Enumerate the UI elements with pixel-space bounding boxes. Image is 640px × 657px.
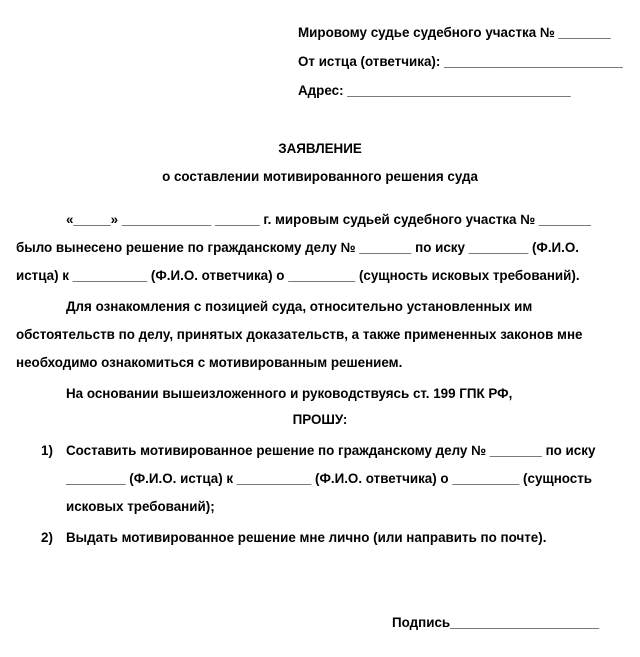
request-2-number: 2) (41, 530, 53, 545)
judge-line: Мировому судье судебного участка № _______ (298, 25, 611, 40)
request-heading: ПРОШУ: (292, 412, 348, 427)
paragraph-1-line-2: было вынесено решение по гражданскому делу № _______ по иску ________ (Ф.И.О. (16, 240, 580, 255)
paragraph-1-line-1: «_____» ____________ ______ г. мировым судьей судебного участка № _______ (66, 212, 591, 227)
plaintiff-line: От истца (ответчика): ________________________ (298, 54, 623, 69)
document-subtitle: о составлении мотивированного решения суда (162, 169, 478, 184)
request-1-line-2: ________ (Ф.И.О. истца) к __________ (Ф.И.О. ответчика) о _________ (сущность (66, 471, 593, 486)
paragraph-2-line-1: Для ознакомления с позицией суда, относительно установленных им (66, 299, 533, 314)
paragraph-1-line-3: истца) к __________ (Ф.И.О. ответчика) о _________ (сущность исковых требований). (16, 268, 580, 283)
request-2-line-1: Выдать мотивированное решение мне лично (или направить по почте). (66, 530, 547, 545)
address-line: Адрес: ______________________________ (298, 83, 571, 98)
document-title: ЗАЯВЛЕНИЕ (278, 141, 362, 156)
paragraph-2-line-3: необходимо ознакомиться с мотивированным решением. (16, 355, 403, 370)
request-1-number: 1) (41, 443, 53, 458)
paragraph-3-line-1: На основании вышеизложенного и руководствуясь ст. 199 ГПК РФ, (66, 386, 513, 401)
request-1-line-1: Составить мотивированное решение по гражданскому делу № _______ по иску (66, 443, 596, 458)
paragraph-2-line-2: обстоятельств по делу, принятых доказательств, а также примененных законов мне (16, 327, 583, 342)
signature-line: Подпись____________________ (392, 615, 600, 630)
request-1-line-3: исковых требований); (66, 499, 215, 514)
